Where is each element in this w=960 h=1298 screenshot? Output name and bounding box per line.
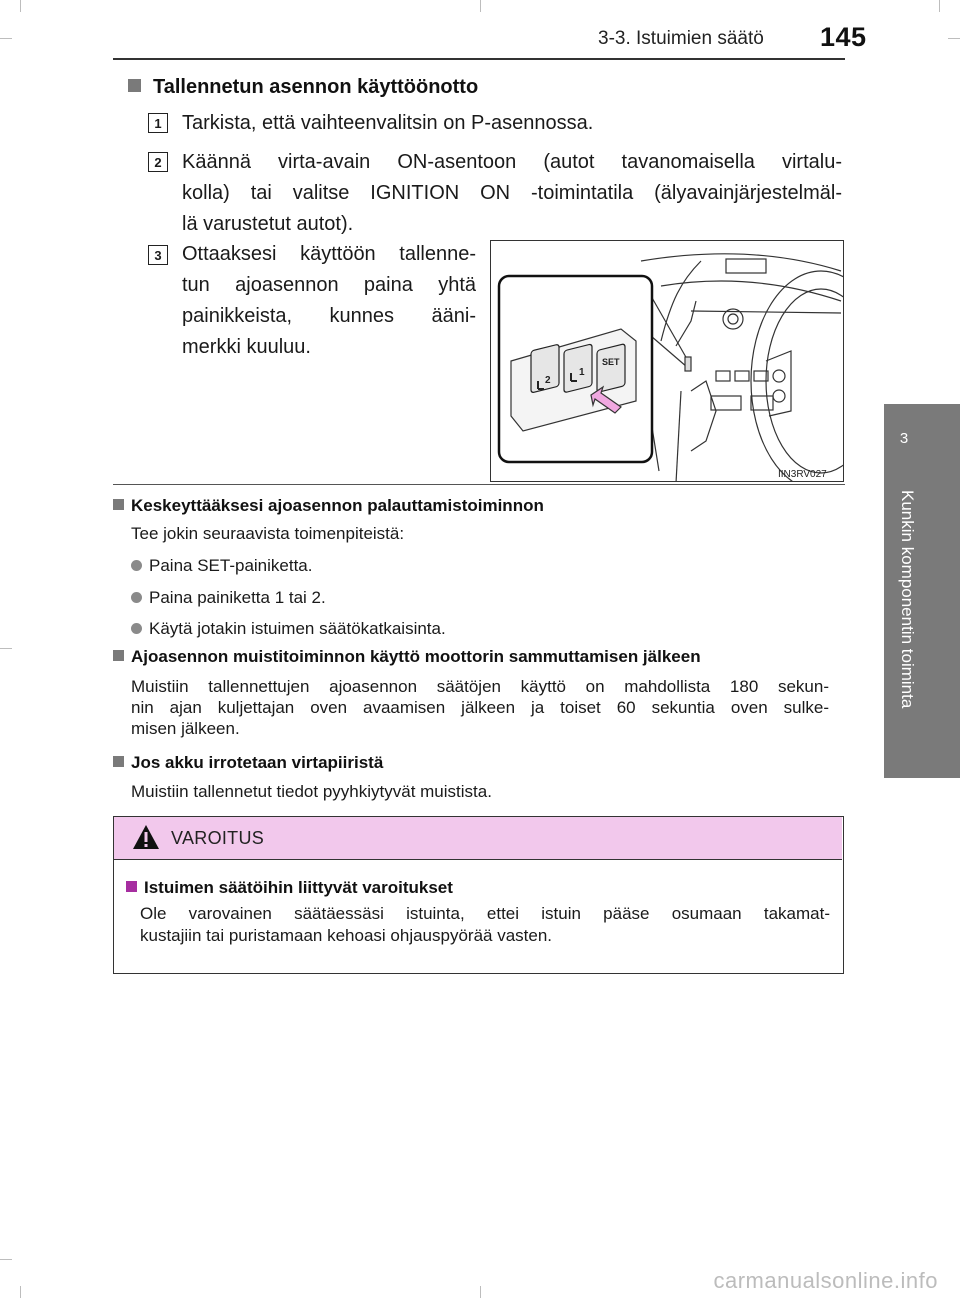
section-heading-battery (113, 753, 383, 773)
watermark: carmanualsonline.info (713, 1268, 938, 1293)
main-heading-text: Tallennetun asennon käyttöönotto (153, 76, 479, 98)
figure-code: IIN3RV027 (778, 469, 827, 480)
step-2-line: kolla) tai valitse IGNITION ON -toimintatila (älyavainjärjestelmäl- (182, 182, 842, 204)
memory-buttons-illustration (490, 240, 844, 482)
bullet-icon (131, 623, 142, 634)
section-heading-after-engine-off (113, 647, 701, 667)
chapter-title: Kunkin komponentin toiminta (898, 490, 917, 709)
warning-title: VAROITUS (171, 828, 265, 848)
crop-mark (20, 0, 21, 12)
warning-triangle-icon (132, 824, 160, 850)
section-title: 3-3. Istuimien säätö (598, 28, 764, 49)
section-divider (113, 484, 845, 485)
step-1-text: Tarkista, että vaihteenvalitsin on P-asennossa. (182, 112, 594, 134)
step-3-line: painikkeista, kunnes ääni- (182, 305, 476, 327)
warning-subheading (126, 878, 453, 898)
step-number-2: 2 (148, 152, 168, 172)
section-heading-text: Ajoasennon muistitoiminnon käyttö moottorin sammuttamisen jälkeen (131, 647, 701, 666)
warning-line: kustajiin tai puristamaan kehoasi ohjauspyörää vasten. (140, 926, 553, 945)
bullet-icon (131, 560, 142, 571)
crop-mark (0, 38, 12, 39)
main-heading (128, 76, 478, 99)
step-number-3: 3 (148, 245, 168, 265)
section-body (131, 676, 829, 739)
warning-line: Ole varovainen säätäessäsi istuinta, ettei istuin pääse osumaan takamat- (140, 904, 830, 923)
square-marker-icon (113, 650, 124, 661)
crop-mark (948, 38, 960, 39)
step-3-line: tun ajoasennon paina yhtä (182, 274, 476, 296)
warning-subheading-text: Istuimen säätöihin liittyvät varoitukset (144, 878, 453, 897)
bullet-text: Paina painiketta 1 tai 2. (149, 588, 326, 607)
square-marker-icon (113, 756, 124, 767)
step-2-text (182, 147, 842, 240)
crop-mark (20, 1286, 21, 1298)
button-set-label: SET (602, 357, 620, 367)
bullet-icon (131, 592, 142, 603)
crop-mark (939, 0, 940, 12)
section-heading-text: Keskeyttääksesi ajoasennon palauttamistoiminnon (131, 496, 544, 515)
warning-body (140, 903, 830, 947)
header-rule (113, 58, 845, 60)
step-3-text (182, 239, 476, 363)
body-line: nin ajan kuljettajan oven avaamisen jälkeen ja toiset 60 sekuntia oven sulke- (131, 698, 829, 717)
step-2-line: lä varustetut autot). (182, 213, 354, 235)
crop-mark (480, 1286, 481, 1298)
page-number: 145 (820, 22, 867, 52)
step-3-line: merkki kuuluu. (182, 336, 311, 358)
body-line: Muistiin tallennettujen ajoasennon säätöjen käyttö on mahdollista 180 sekun- (131, 677, 829, 696)
bullet-item (131, 555, 312, 576)
body-line: misen jälkeen. (131, 719, 240, 738)
warning-header (114, 817, 842, 860)
section-body: Muistiin tallennetut tiedot pyyhkiytyvät muistista. (131, 782, 492, 801)
step-2-line: Käännä virta-avain ON-asentoon (autot tavanomaisella virtalu- (182, 151, 842, 173)
step-number-1: 1 (148, 113, 168, 133)
step-3-line: Ottaaksesi käyttöön tallenne- (182, 243, 476, 265)
square-marker-icon (126, 881, 137, 892)
illustration-drawing (491, 241, 844, 482)
crop-mark (480, 0, 481, 12)
crop-mark (0, 648, 12, 649)
square-marker-icon (128, 79, 141, 92)
crop-mark (0, 1259, 12, 1260)
section-heading-cancel (113, 496, 544, 516)
button-2-label: 2 (545, 375, 551, 386)
square-marker-icon (113, 499, 124, 510)
bullet-text: Käytä jotakin istuimen säätökatkaisinta. (149, 619, 446, 638)
section-intro: Tee jokin seuraavista toimenpiteistä: (131, 524, 405, 543)
warning-box (113, 816, 844, 974)
section-heading-text: Jos akku irrotetaan virtapiiristä (131, 753, 384, 772)
chapter-number: 3 (899, 430, 909, 447)
bullet-text: Paina SET-painiketta. (149, 556, 313, 575)
bullet-item (131, 587, 326, 608)
button-1-label: 1 (579, 367, 585, 378)
bullet-item (131, 618, 446, 639)
